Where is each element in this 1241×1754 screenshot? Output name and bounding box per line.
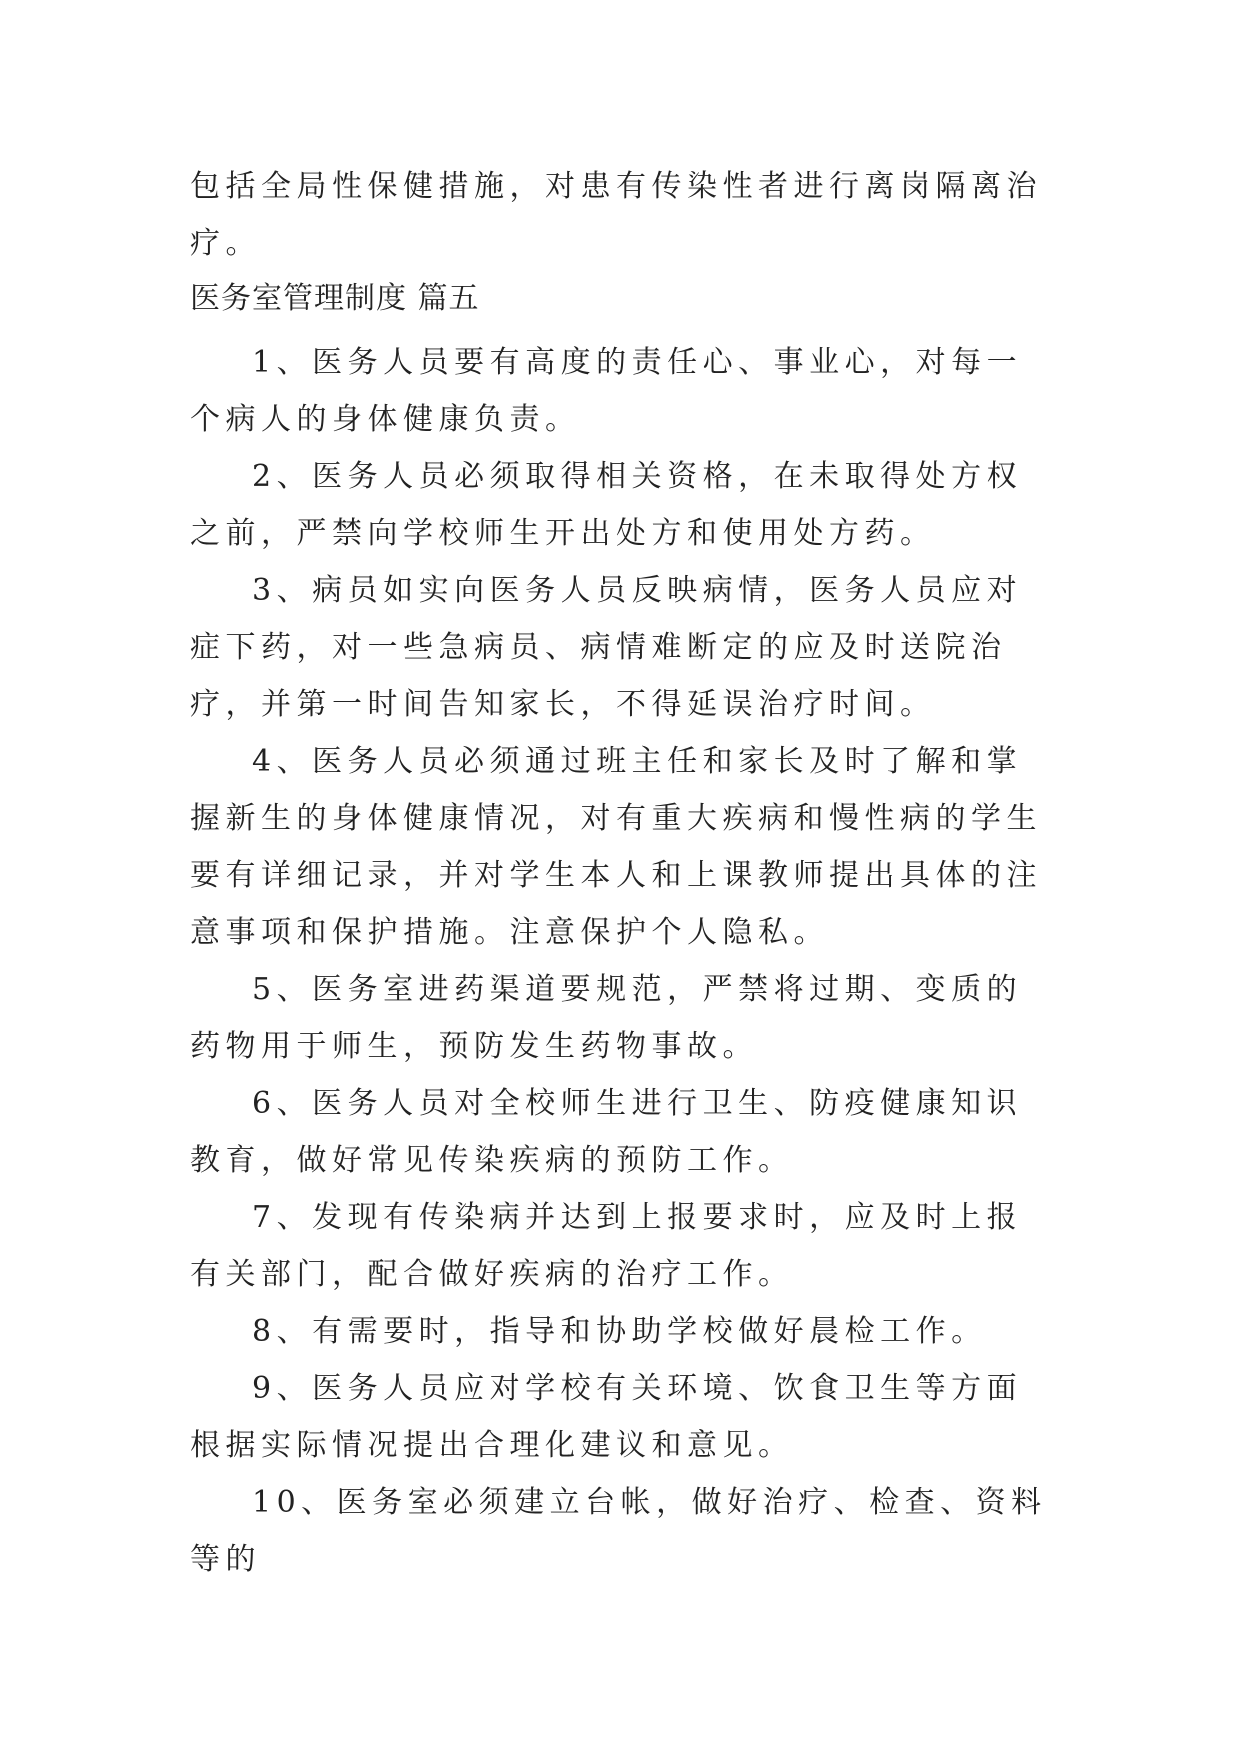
section-title: 医务室管理制度 篇五 <box>190 281 480 316</box>
rule-item-4: 4、医务人员必须通过班主任和家长及时了解和掌握新生的身体健康情况，对有重大疾病和慢性病的学生要有详细记录，并对学生本人和上课教师提出具体的注意事项和保护措施。注意保护个人隐私。 <box>190 744 1042 950</box>
rule-item-8: 8、有需要时，指导和协助学校做好晨检工作。 <box>252 1314 987 1349</box>
rule-item-5: 5、医务室进药渠道要规范，严禁将过期、变质的药物用于师生，预防发生药物事故。 <box>190 972 1023 1064</box>
rule-item-2: 2、医务人员必须取得相关资格，在未取得处方权之前，严禁向学校师生开出处方和使用处方药。 <box>190 459 1023 551</box>
rule-item-6: 6、医务人员对全校师生进行卫生、防疫健康知识教育，做好常见传染疾病的预防工作。 <box>190 1086 1023 1178</box>
rule-item-10: 10、医务室必须建立台帐，做好治疗、检查、资料等的 <box>190 1485 1047 1577</box>
rule-item-3: 3、病员如实向医务人员反映病情，医务人员应对症下药，对一些急病员、病情难断定的应及时送院治疗，并第一时间告知家长，不得延误治疗时间。 <box>190 573 1023 722</box>
rule-item-1: 1、医务人员要有高度的责任心、事业心，对每一个病人的身体健康负责。 <box>190 345 1023 437</box>
rules-list <box>190 334 1050 1588</box>
rule-item-9: 9、医务人员应对学校有关环境、饮食卫生等方面根据实际情况提出合理化建议和意见。 <box>190 1371 1023 1463</box>
intro-paragraph: 包括全局性保健措施，对患有传染性者进行离岗隔离治疗。 <box>190 169 1042 261</box>
rule-item-7: 7、发现有传染病并达到上报要求时，应及时上报有关部门，配合做好疾病的治疗工作。 <box>190 1200 1023 1292</box>
